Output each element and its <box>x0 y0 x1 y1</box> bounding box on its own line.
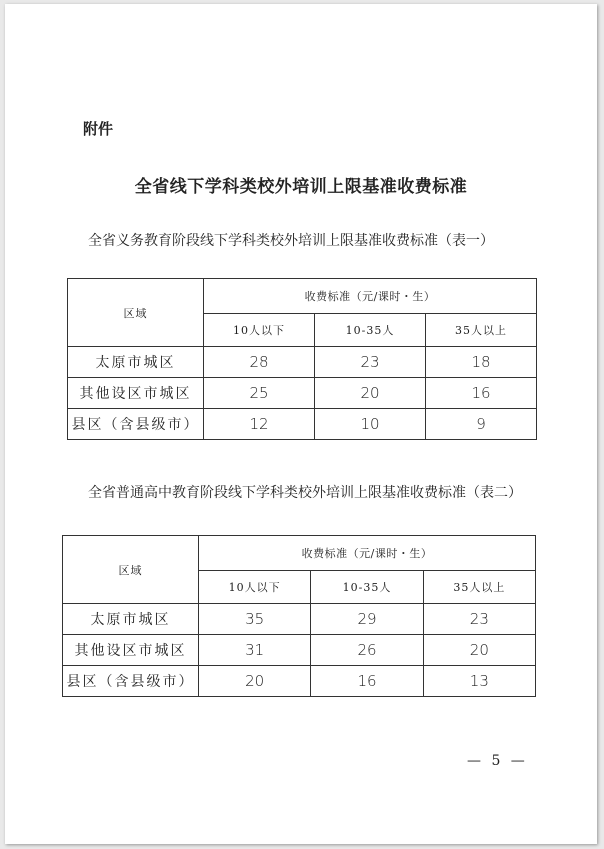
fee-cell: 26 <box>311 635 423 666</box>
region-cell: 太原市城区 <box>63 604 199 635</box>
fee-cell: 35 <box>199 604 311 635</box>
fee-table-2 <box>62 535 536 697</box>
attachment-label: 附件 <box>83 120 114 138</box>
region-cell: 其他设区市城区 <box>63 635 199 666</box>
fee-standard-header: 收费标准（元/课时・生） <box>199 536 536 571</box>
page-number: — 5 — <box>467 753 528 769</box>
fee-cell: 16 <box>426 378 537 409</box>
table-row <box>68 378 537 409</box>
fee-cell: 23 <box>423 604 535 635</box>
fee-cell: 20 <box>199 666 311 697</box>
region-header: 区域 <box>63 536 199 604</box>
fee-cell: 28 <box>204 347 315 378</box>
fee-cell: 16 <box>311 666 423 697</box>
table-row <box>63 635 536 666</box>
column-header: 10人以下 <box>204 314 315 347</box>
region-cell: 太原市城区 <box>68 347 204 378</box>
fee-table-1 <box>67 278 537 440</box>
table2-caption: 全省普通高中教育阶段线下学科类校外培训上限基准收费标准（表二） <box>88 485 522 501</box>
fee-cell: 29 <box>311 604 423 635</box>
fee-cell: 25 <box>204 378 315 409</box>
fee-cell: 13 <box>423 666 535 697</box>
table-row <box>68 409 537 440</box>
region-cell: 县区（含县级市） <box>63 666 199 697</box>
table-row <box>68 347 537 378</box>
region-header: 区域 <box>68 279 204 347</box>
fee-standard-header: 收费标准（元/课时・生） <box>204 279 537 314</box>
fee-cell: 20 <box>315 378 426 409</box>
fee-cell: 23 <box>315 347 426 378</box>
fee-cell: 10 <box>315 409 426 440</box>
fee-cell: 31 <box>199 635 311 666</box>
column-header: 35人以上 <box>423 571 535 604</box>
table-row <box>63 604 536 635</box>
region-cell: 其他设区市城区 <box>68 378 204 409</box>
fee-cell: 12 <box>204 409 315 440</box>
document-title: 全省线下学科类校外培训上限基准收费标准 <box>134 177 468 197</box>
column-header: 35人以上 <box>426 314 537 347</box>
column-header: 10人以下 <box>199 571 311 604</box>
column-header: 10-35人 <box>315 314 426 347</box>
column-header: 10-35人 <box>311 571 423 604</box>
document-page <box>5 4 597 844</box>
table-row <box>63 666 536 697</box>
region-cell: 县区（含县级市） <box>68 409 204 440</box>
table1-caption: 全省义务教育阶段线下学科类校外培训上限基准收费标准（表一） <box>88 233 494 249</box>
fee-cell: 20 <box>423 635 535 666</box>
fee-cell: 9 <box>426 409 537 440</box>
fee-cell: 18 <box>426 347 537 378</box>
